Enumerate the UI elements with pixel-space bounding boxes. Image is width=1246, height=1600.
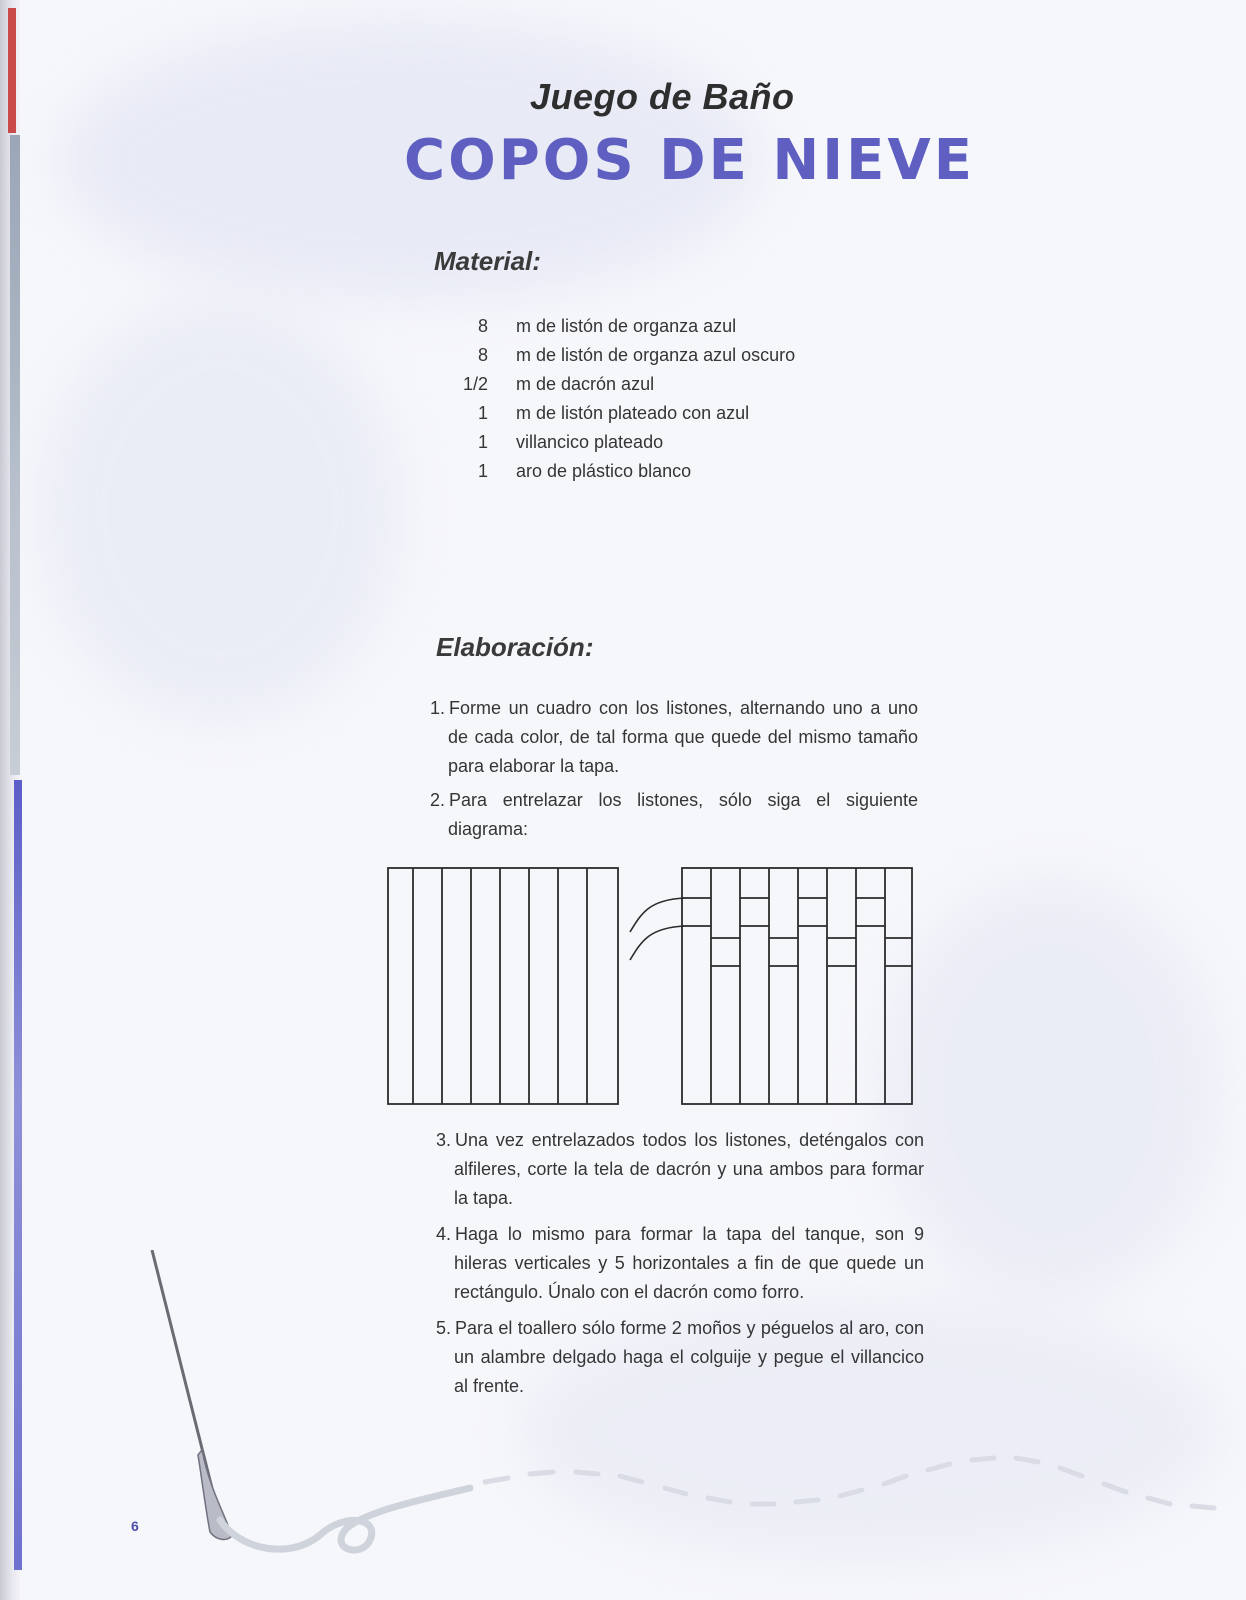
thread-icon — [220, 1488, 470, 1550]
page-number: 6 — [131, 1518, 139, 1534]
step-text: Haga lo mismo para formar la tapa del tanque, son 9 hileras verticales y 5 horizontales a fin de que quede un rectángulo. Únalo con el dacrón como forro. — [454, 1224, 924, 1302]
material-item — [420, 461, 860, 490]
material-description: aro de plástico blanco — [516, 461, 692, 481]
material-item — [420, 403, 860, 432]
grey-edge-strip — [10, 135, 20, 775]
blue-edge-strip — [14, 780, 22, 1570]
step-text: Para el toallero sólo forme 2 moños y péguelos al aro, con un alambre delgado haga el colguije y pegue el villancico al frente. — [454, 1318, 924, 1396]
material-quantity: 1 — [477, 403, 488, 423]
diagram-right-frame — [682, 868, 912, 1104]
step-item — [430, 786, 918, 844]
step-text: Una vez entrelazados todos los listones, deténgalos con alfileres, corte la tela de dacrón y una ambos para formar la tapa. — [454, 1130, 924, 1208]
needle-icon — [152, 1250, 232, 1539]
material-description: m de listón plateado con azul — [516, 403, 750, 423]
step-text: Forme un cuadro con los listones, alternando uno a uno de cada color, de tal forma que quede del mismo tamaño para elaborar la tapa. — [448, 698, 918, 776]
material-item — [420, 316, 860, 345]
step-number: 2. — [430, 790, 446, 810]
page-subtitle: Juego de Baño — [530, 76, 795, 117]
material-item — [420, 345, 860, 374]
step-number: 4. — [436, 1224, 452, 1244]
step-text: Para entrelazar los listones, sólo siga el siguiente diagrama: — [448, 790, 918, 839]
page-title: COPOS DE NIEVE — [404, 128, 975, 193]
step-number: 3. — [436, 1130, 452, 1150]
needle-thread-illustration — [140, 1250, 1240, 1590]
elaboracion-heading: Elaboración: — [436, 632, 594, 662]
stitch-dashes — [485, 1458, 1214, 1508]
diagram-left-square — [388, 868, 618, 1104]
material-description: m de listón de organza azul — [516, 316, 737, 336]
step-item — [436, 1126, 924, 1213]
material-quantity: 1/2 — [462, 374, 488, 394]
diagram-left-frame — [388, 868, 618, 1104]
step-item — [430, 694, 918, 781]
background-wash — [880, 880, 1220, 1300]
material-item — [420, 432, 860, 461]
red-edge-strip — [8, 8, 16, 133]
material-list — [420, 316, 860, 490]
material-quantity: 1 — [477, 461, 488, 481]
material-description: m de listón de organza azul oscuro — [516, 345, 796, 365]
material-heading: Material: — [434, 246, 541, 276]
step-number: 5. — [436, 1318, 452, 1338]
material-quantity: 1 — [477, 432, 488, 452]
weaving-diagram — [384, 862, 924, 1112]
material-quantity: 8 — [477, 316, 488, 336]
material-item — [420, 374, 860, 403]
diagram-arrows — [630, 898, 684, 960]
material-description: m de dacrón azul — [516, 374, 655, 394]
material-description: villancico plateado — [516, 432, 664, 452]
step-number: 1. — [430, 698, 446, 718]
diagram-right-square — [682, 868, 912, 1104]
material-quantity: 8 — [477, 345, 488, 365]
background-wash — [40, 300, 400, 720]
